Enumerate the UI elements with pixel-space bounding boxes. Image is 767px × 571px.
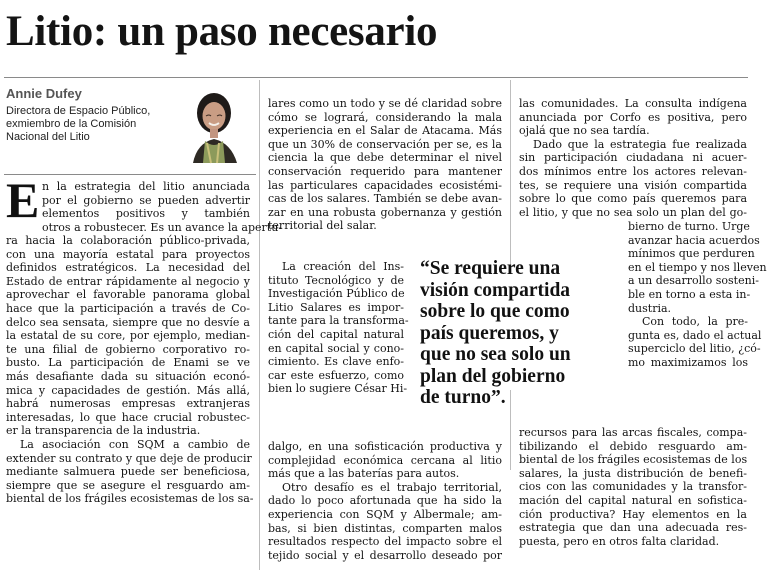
text-line: Con todo, la pre- <box>642 315 748 329</box>
text-line: las comunidades. La consulta indígena <box>519 97 747 110</box>
text-line: ojalá que no sea tardía. <box>519 124 650 138</box>
text-line: ción del capital natural <box>268 327 404 341</box>
text-line: cios con las comunidades y la transfor- <box>519 480 747 494</box>
author-role-line: Directora de Espacio Público, <box>6 105 151 117</box>
text-line: mediante salmuera puede ser beneficiosa, <box>6 465 250 479</box>
text-line: más que a las baterías para autos. <box>268 467 460 481</box>
text-line: sin participación ciudadana ni acuer- <box>519 151 747 165</box>
pull-quote-line: visión compartida <box>420 279 571 301</box>
text-line: cómo se logrará, considerando la mala <box>268 110 502 124</box>
author-role-line: Nacional del Litio <box>6 131 90 143</box>
text-line: extender su contrato y que deje de producir <box>6 451 252 465</box>
text-line: la estatal de su core, por ejemplo, median- <box>6 329 250 343</box>
text-line: Estado de entrar rápidamente al negocio y <box>6 274 250 288</box>
text-line: tituto Tecnológico y de <box>268 273 404 287</box>
author-role-line: exmiembro de la Comisión <box>6 118 137 130</box>
pull-quote-line: “Se requiere una <box>420 258 561 279</box>
column-2-middle <box>268 260 409 396</box>
text-line: hace que la participación a través de Co- <box>6 301 250 315</box>
text-line: interesadas, lo que hace crucial robustec- <box>6 410 250 424</box>
text-line: estrategia que dan una adecuada res- <box>519 521 747 535</box>
text-line: La asociación con SQM a cambio de <box>20 437 250 451</box>
text-line: ciencia la que debe determinar el nivel <box>268 151 502 165</box>
pull-quote-line: de turno”. <box>420 387 506 408</box>
text-line: resultados respecto del impacto sobre el <box>268 535 502 549</box>
text-line: superciclo del litio, ¿có- <box>628 342 761 356</box>
text-line: con una mayoría estatal para proyectos <box>6 247 250 261</box>
headline-rule <box>4 77 748 78</box>
byline-rule <box>4 174 256 175</box>
text-line: definidos estratégicos. La necesidad del <box>6 261 250 275</box>
column-2-top <box>268 97 502 233</box>
text-line: mación del capital natural en sofistica- <box>519 493 747 507</box>
text-line: busto. La participación de Enami se ve <box>6 356 250 370</box>
text-line: delco sea sensata, siempre que no desvíe a <box>6 315 250 329</box>
text-line: zar en una robusta gobernanza y gestión <box>268 205 502 219</box>
pull-quote-line: sobre lo que como <box>420 301 570 322</box>
text-line: dado lo poco afortunada que ha sido la <box>268 494 502 508</box>
column-1-intro <box>42 180 282 234</box>
text-line: en capital social y cono- <box>268 341 404 355</box>
text-line: que un 30% de conservación per se, es la <box>268 137 502 151</box>
text-line: mica y capacidades de gestión. Más allá, <box>6 383 250 397</box>
pull-quote-line: país queremos, y <box>420 322 559 344</box>
text-line: ción productiva? Hay elementos en la <box>519 507 747 521</box>
column-3-bottom <box>519 426 747 548</box>
text-line: Otro desafío es el trabajo territorial, <box>282 480 502 494</box>
text-line: experiencia en el Salar de Atacama. Más <box>268 124 502 138</box>
column-3-middle <box>628 220 767 370</box>
text-line: gunta es, dado el actual <box>628 328 762 342</box>
text-line: elementos positivos y también <box>42 207 250 221</box>
text-line: tante para la transforma- <box>268 314 409 328</box>
text-line: Litio Salares es impor- <box>268 300 404 314</box>
text-line: tes, se requiere una visión compartida <box>519 178 747 192</box>
text-line: dos mínimos entre los actores relevan- <box>519 164 747 178</box>
text-line: tibilizando el debido resguardo am- <box>519 439 747 453</box>
text-line: mínimos que perduren <box>628 247 755 261</box>
text-line: La creación del Ins- <box>282 260 404 273</box>
text-line: te una filial de gobierno corporativo ro- <box>6 342 250 356</box>
text-line: lares como un todo y se dé claridad sobre <box>268 97 502 110</box>
text-line: anunciada por Corfo es positiva, pero <box>519 110 747 124</box>
text-line: ble en torno a esta in- <box>628 287 751 301</box>
author-name: Annie Dufey <box>6 86 82 101</box>
text-line: salares, la justa distribución de benefi- <box>519 466 747 480</box>
text-line: complejidad económica cercana al litio <box>268 453 502 467</box>
text-line: Dado que la estrategia fue realizada <box>533 137 747 151</box>
pull-quote-line: plan del gobierno <box>420 365 566 387</box>
pull-quote-line: que no sea solo un <box>420 344 571 365</box>
text-line: dalgo, en una sofisticación productiva y <box>268 440 502 453</box>
text-line: en el tiempo y nos lleven <box>628 260 767 274</box>
text-line: ra hacia la colaboración público-privada, <box>6 234 250 247</box>
text-line: experiencia con SQM y Albermale; am- <box>268 507 502 521</box>
column-divider <box>259 80 260 570</box>
text-line: er la transparencia de la industria. <box>6 424 201 438</box>
text-line: por el gobierno se pueden advertir <box>42 193 250 207</box>
text-line: a un desarrollo sosteni- <box>628 274 759 288</box>
text-line: biental de los frágiles ecosistemas de los <box>519 453 748 467</box>
text-line: cas de los salares. También se debe avan- <box>268 192 502 206</box>
text-line: car este esfuerzo, como <box>268 368 404 382</box>
column-3-top <box>519 97 747 219</box>
text-line: avanzar hacia acuerdos <box>628 233 760 247</box>
text-line: Investigación Público de <box>268 287 405 301</box>
drop-cap: E <box>6 172 40 228</box>
text-line: bien lo sugiere César Hi- <box>268 382 408 396</box>
text-line: bierno de turno. Urge <box>628 220 750 233</box>
text-line: cimiento. Es clave enfo- <box>268 355 404 369</box>
text-line: el litio, y que no sea solo un plan del go- <box>519 205 747 219</box>
text-line: conservación requerido para mantener <box>268 164 502 178</box>
text-line: otros a robustecer. Es un avance la apertu- <box>42 220 282 234</box>
text-line: bas, si bien distintas, comparten malos <box>268 521 502 535</box>
text-line: biental de los frágiles ecosistemas de los sa- <box>6 492 254 506</box>
text-line: sobre lo que como país queremos para <box>519 192 747 206</box>
text-line: recursos para las arcas fiscales, compa- <box>519 426 747 439</box>
text-line: siempre que se asegure el resguardo am- <box>6 478 250 492</box>
text-line: n la estrategia del litio anunciada <box>42 180 250 193</box>
column-1-body <box>6 234 254 506</box>
pull-quote <box>420 258 618 409</box>
text-line: territorial del salar. <box>268 219 377 233</box>
text-line: aprovechar el favorable panorama global <box>6 288 250 302</box>
text-line: habrá numerosas empresas extranjeras <box>6 397 250 411</box>
text-line: mo maximizamos los <box>628 355 748 369</box>
column-divider <box>510 80 511 270</box>
column-2-bottom <box>268 440 502 562</box>
author-portrait <box>175 83 253 163</box>
text-line: dustria. <box>628 301 672 315</box>
headline: Litio: un paso necesario <box>6 8 438 55</box>
text-line: tejido social y el desarrollo deseado por <box>268 548 502 562</box>
text-line: las particulares capacidades ecosistémi- <box>268 178 502 192</box>
text-line: puesta, pero en otros falta claridad. <box>519 534 720 548</box>
text-line: más desafiante dada su situación econó- <box>6 369 250 383</box>
